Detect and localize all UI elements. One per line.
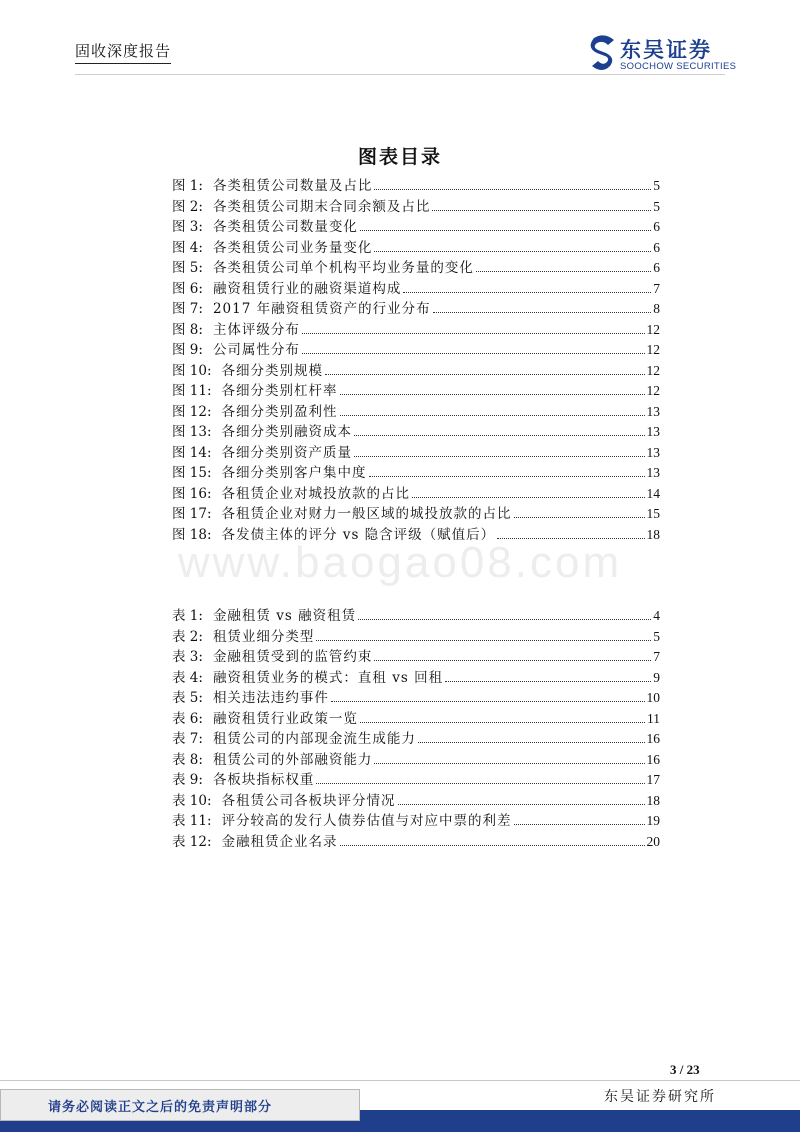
- entry-page: 14: [646, 485, 660, 501]
- toc-figure-entry[interactable]: [172, 379, 660, 400]
- research-institute: 东吴证券研究所: [604, 1089, 716, 1105]
- entry-title: 各类租赁公司数量及占比: [212, 178, 373, 194]
- entry-label: 表 2:: [172, 628, 203, 645]
- entry-page: 6: [653, 239, 660, 255]
- header-divider: [75, 74, 725, 75]
- entry-page: 12: [646, 362, 660, 378]
- entry-title: 金融租赁受到的监管约束: [212, 649, 373, 665]
- entry-label: 表 8:: [172, 751, 203, 768]
- entry-label: 图 5:: [172, 260, 203, 276]
- entry-page: 17: [646, 772, 660, 787]
- toc-figure-entry[interactable]: [172, 215, 660, 236]
- leader-dots: [418, 742, 645, 743]
- toc-figure-entry[interactable]: [172, 400, 660, 421]
- disclaimer-text: 请务必阅读正文之后的免责声明部分: [48, 1100, 273, 1115]
- entry-page: 15: [646, 506, 660, 521]
- scs-logo-icon: [588, 34, 618, 72]
- leader-dots: [374, 189, 651, 190]
- entry-label: 图 18:: [172, 526, 212, 543]
- entry-label: 图 7:: [172, 301, 203, 317]
- entry-page: 9: [653, 669, 660, 685]
- entry-title: 融资租赁行业的融资渠道构成: [212, 280, 402, 297]
- toc-table-entry[interactable]: [172, 748, 660, 769]
- entry-title: 金融租赁企业名录: [221, 833, 338, 850]
- toc-table-entry[interactable]: [172, 789, 660, 810]
- report-type-label: 固收深度报告: [75, 40, 171, 64]
- entry-title: 各类租赁公司业务量变化: [212, 239, 373, 256]
- toc-table-entry[interactable]: [172, 686, 660, 707]
- leader-dots: [331, 701, 645, 702]
- leader-dots: [340, 394, 645, 395]
- toc-figure-entry[interactable]: [172, 277, 660, 298]
- leader-dots: [398, 804, 645, 805]
- leader-dots: [445, 681, 651, 682]
- entry-title: 各租赁企业对财力一般区域的城投放款的占比: [221, 506, 512, 522]
- entry-page: 6: [653, 260, 660, 275]
- entry-label: 图 4:: [172, 239, 203, 256]
- toc-table-entry[interactable]: [172, 625, 660, 646]
- entry-title: 各类租赁公司期末合同余额及占比: [212, 198, 431, 215]
- toc-title: 图表目录: [357, 146, 442, 168]
- toc-table-entry[interactable]: [172, 604, 660, 625]
- entry-page: 5: [653, 178, 660, 193]
- entry-label: 表 4:: [172, 669, 203, 686]
- entry-label: 图 8:: [172, 321, 203, 338]
- toc-figure-entry[interactable]: [172, 318, 660, 339]
- brand-logo: [588, 34, 748, 74]
- watermark: www.baogao08.com: [177, 538, 623, 587]
- entry-title: 各板块指标权重: [212, 772, 315, 788]
- entry-page: 8: [653, 301, 660, 316]
- entry-page: 12: [646, 321, 660, 337]
- entry-label: 图 6:: [172, 280, 203, 297]
- brand-name-cn: 东吴证券: [620, 38, 712, 62]
- leader-dots: [360, 722, 645, 723]
- entry-page: 10: [646, 690, 660, 705]
- toc-figure-entry[interactable]: [172, 502, 660, 523]
- entry-title: 各类租赁公司单个机构平均业务量的变化: [212, 260, 474, 276]
- leader-dots: [360, 230, 651, 231]
- toc-figure-entry[interactable]: [172, 297, 660, 318]
- leader-dots: [302, 353, 645, 354]
- figure-list: [172, 174, 660, 543]
- toc-figure-entry[interactable]: [172, 236, 660, 257]
- entry-page: 12: [646, 342, 660, 357]
- toc-figure-entry[interactable]: [172, 195, 660, 216]
- entry-label: 图 14:: [172, 444, 212, 461]
- entry-page: 13: [646, 465, 660, 480]
- leader-dots: [369, 476, 645, 477]
- entry-page: 5: [653, 198, 660, 214]
- entry-label: 表 3:: [172, 649, 203, 665]
- leader-dots: [374, 251, 651, 252]
- toc-figure-entry[interactable]: [172, 461, 660, 482]
- toc-figure-entry[interactable]: [172, 420, 660, 441]
- leader-dots: [476, 271, 651, 272]
- entry-title: 公司属性分布: [212, 342, 300, 358]
- entry-title: 金融租赁 vs 融资租赁: [212, 608, 357, 624]
- entry-label: 图 13:: [172, 424, 212, 440]
- leader-dots: [514, 517, 645, 518]
- leader-dots: [340, 415, 645, 416]
- entry-page: 4: [653, 608, 660, 623]
- toc-table-entry[interactable]: [172, 768, 660, 789]
- entry-label: 表 1:: [172, 608, 203, 624]
- toc-figure-entry[interactable]: [172, 441, 660, 462]
- entry-page: 13: [646, 444, 660, 460]
- entry-title: 各发债主体的评分 vs 隐含评级（赋值后）: [221, 526, 496, 543]
- entry-title: 各细分类别资产质量: [221, 444, 353, 461]
- entry-title: 2017 年融资租赁资产的行业分布: [212, 301, 431, 317]
- leader-dots: [354, 435, 644, 436]
- entry-label: 表 10:: [172, 792, 212, 809]
- toc-table-entry[interactable]: [172, 707, 660, 728]
- entry-page: 7: [653, 649, 660, 664]
- leader-dots: [325, 374, 644, 375]
- leader-dots: [433, 312, 652, 313]
- entry-page: 6: [653, 219, 660, 234]
- entry-label: 表 11:: [172, 813, 212, 829]
- entry-label: 图 9:: [172, 342, 203, 358]
- toc-figure-entry[interactable]: [172, 174, 660, 195]
- entry-page: 13: [646, 424, 660, 439]
- entry-title: 各类租赁公司数量变化: [212, 219, 358, 235]
- entry-page: 11: [647, 710, 660, 726]
- leader-dots: [432, 210, 651, 211]
- entry-page: 5: [653, 628, 660, 644]
- toc-figure-entry[interactable]: [172, 482, 660, 503]
- leader-dots: [403, 292, 651, 293]
- entry-page: 18: [646, 792, 660, 808]
- footer-divider: [0, 1080, 800, 1081]
- entry-title: 各细分类别盈利性: [221, 403, 338, 420]
- entry-label: 表 6:: [172, 710, 203, 727]
- leader-dots: [316, 640, 651, 641]
- toc-table-entry[interactable]: [172, 645, 660, 666]
- leader-dots: [374, 660, 651, 661]
- entry-page: 7: [653, 280, 660, 296]
- entry-label: 图 1:: [172, 178, 203, 194]
- leader-dots: [302, 333, 645, 334]
- leader-dots: [340, 845, 645, 846]
- entry-label: 图 16:: [172, 485, 212, 502]
- entry-page: 20: [646, 833, 660, 849]
- entry-page: 13: [646, 403, 660, 419]
- table-list: [172, 604, 660, 850]
- leader-dots: [514, 824, 645, 825]
- leader-dots: [374, 763, 644, 764]
- toc-table-entry[interactable]: [172, 809, 660, 830]
- entry-label: 表 7:: [172, 731, 203, 747]
- entry-label: 表 9:: [172, 772, 203, 788]
- entry-title: 租赁公司的内部现金流生成能力: [212, 731, 416, 747]
- entry-title: 各细分类别客户集中度: [221, 465, 367, 481]
- entry-title: 主体评级分布: [212, 321, 300, 338]
- entry-label: 图 3:: [172, 219, 203, 235]
- toc-figure-entry[interactable]: [172, 256, 660, 277]
- entry-page: 19: [646, 813, 660, 828]
- entry-title: 评分较高的发行人债券估值与对应中票的利差: [221, 813, 512, 829]
- leader-dots: [354, 456, 644, 457]
- entry-title: 相关违法违约事件: [212, 690, 329, 706]
- entry-title: 租赁公司的外部融资能力: [212, 751, 373, 768]
- entry-title: 各细分类别杠杆率: [221, 383, 338, 399]
- toc-table-entry[interactable]: [172, 666, 660, 687]
- entry-page: 18: [646, 526, 660, 542]
- entry-label: 图 11:: [172, 383, 212, 399]
- entry-page: 12: [646, 383, 660, 398]
- entry-label: 表 12:: [172, 833, 212, 850]
- leader-dots: [358, 619, 651, 620]
- entry-title: 各细分类别规模: [221, 362, 324, 379]
- toc-figure-entry[interactable]: [172, 359, 660, 380]
- toc-figure-entry[interactable]: [172, 338, 660, 359]
- entry-label: 表 5:: [172, 690, 203, 706]
- entry-label: 图 17:: [172, 506, 212, 522]
- entry-title: 融资租赁行业政策一览: [212, 710, 358, 727]
- entry-title: 租赁业细分类型: [212, 628, 315, 645]
- entry-title: 融资租赁业务的模式：直租 vs 回租: [212, 669, 444, 686]
- entry-page: 16: [646, 731, 660, 746]
- toc-table-entry[interactable]: [172, 830, 660, 851]
- leader-dots: [412, 497, 644, 498]
- entry-page: 16: [646, 751, 660, 767]
- entry-title: 各细分类别融资成本: [221, 424, 353, 440]
- entry-label: 图 2:: [172, 198, 203, 215]
- entry-title: 各租赁公司各板块评分情况: [221, 792, 396, 809]
- entry-label: 图 12:: [172, 403, 212, 420]
- page-number: 3 / 23: [670, 1062, 700, 1077]
- toc-table-entry[interactable]: [172, 727, 660, 748]
- entry-title: 各租赁企业对城投放款的占比: [221, 485, 411, 502]
- leader-dots: [316, 783, 644, 784]
- entry-label: 图 15:: [172, 465, 212, 481]
- entry-label: 图 10:: [172, 362, 212, 379]
- brand-name-en: SOOCHOW SECURITIES: [620, 61, 737, 72]
